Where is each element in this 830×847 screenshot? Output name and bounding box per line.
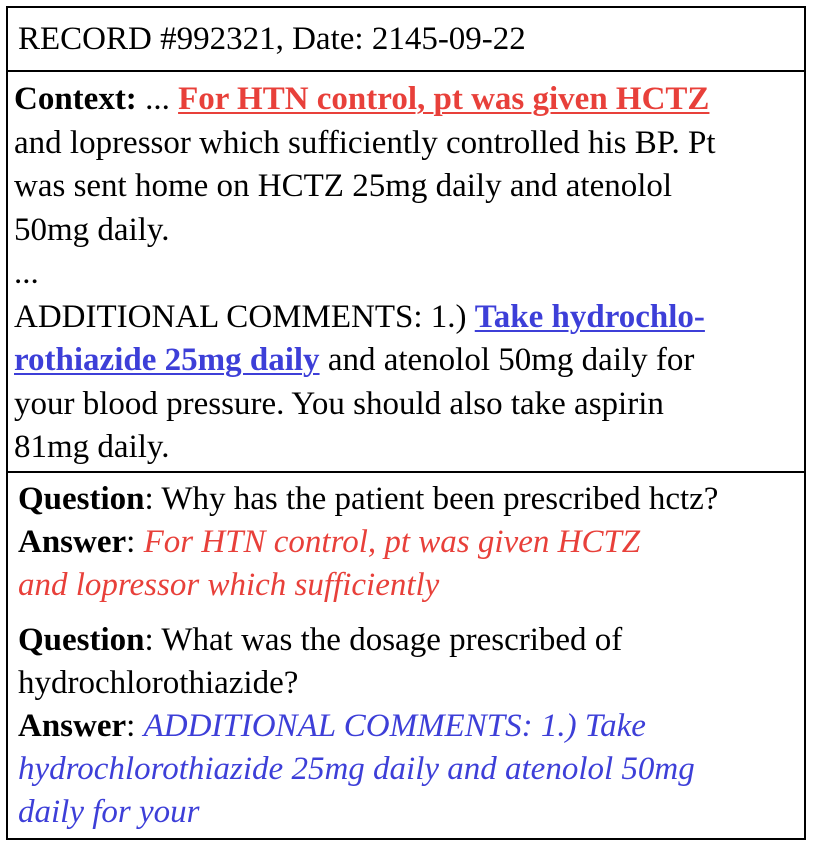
context-line-9: 81mg daily.	[14, 429, 170, 465]
comments-prefix: ADDITIONAL COMMENTS: 1.)	[14, 298, 475, 335]
question-2-label: Question	[18, 622, 145, 658]
question-2-line-1	[18, 619, 808, 662]
answer-2-sep: :	[126, 708, 144, 744]
answer-2-line-1	[18, 705, 808, 748]
highlight-blue-span-part2: rothiazide 25mg daily	[14, 342, 320, 378]
context-line-7	[14, 339, 804, 383]
highlight-red-span: For HTN control, pt was given HCTZ	[178, 81, 710, 117]
question-2-text-1: : What was the dosage prescribed of	[144, 622, 623, 658]
context-line-5: ...	[14, 255, 39, 291]
context-line-3: was sent home on HCTZ 25mg daily and atenolol	[14, 168, 673, 204]
record-header: RECORD #992321, Date: 2145-09-22	[18, 21, 526, 57]
question-2-line-2: hydrochlorothiazide?	[18, 665, 299, 701]
answer-2-line-3: daily for your	[18, 794, 200, 830]
qa-pair-1	[18, 478, 808, 607]
context-line-8: your blood pressure. You should also take aspirin	[14, 385, 664, 422]
answer-2-label: Answer	[18, 708, 127, 744]
qa-pair-2	[18, 619, 808, 834]
answer-2-line-2: hydrochlorothiazide 25mg daily and atenolol 50mg	[18, 751, 695, 787]
context-section	[14, 78, 804, 470]
context-divider	[6, 471, 806, 473]
context-line-2: and lopressor which sufficiently controlled his BP. Pt	[14, 124, 716, 161]
header-divider	[6, 70, 806, 72]
answer-1-sep: :	[126, 524, 144, 560]
answer-1-text-1: For HTN control, pt was given HCTZ	[143, 524, 641, 560]
answer-1-label: Answer	[18, 524, 127, 560]
question-1-label: Question	[18, 481, 145, 517]
question-1-text: : Why has the patient been prescribed hctz?	[144, 481, 719, 517]
highlight-blue-span-part1: Take hydrochlo-	[474, 298, 705, 335]
answer-1-line-1	[18, 521, 808, 564]
answer-1-line-2: and lopressor which sufficiently	[18, 567, 440, 603]
answer-2-text-1: ADDITIONAL COMMENTS: 1.) Take	[143, 708, 646, 744]
context-line-6	[14, 296, 804, 340]
context-line-1	[14, 78, 804, 122]
question-1	[18, 478, 808, 521]
context-line-4: 50mg daily.	[14, 211, 170, 248]
context-label: Context:	[14, 81, 137, 117]
context-line-7-rest: and atenolol 50mg daily for	[319, 342, 695, 378]
context-ellipsis: ...	[136, 81, 179, 117]
